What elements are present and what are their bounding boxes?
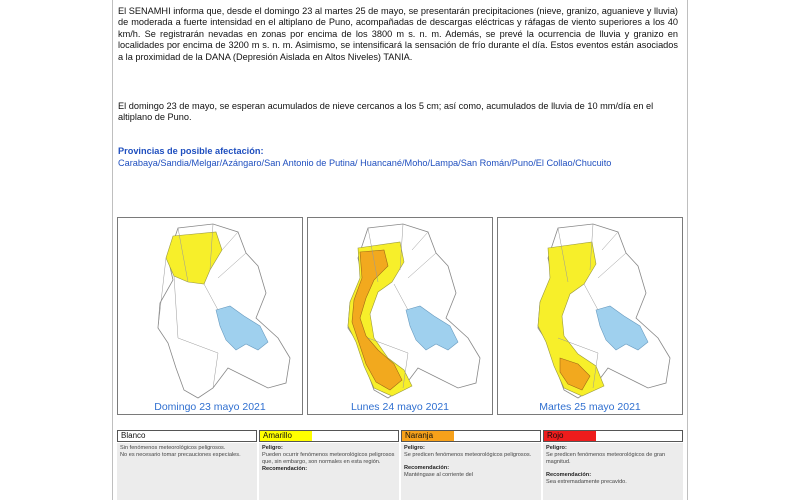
legend-name-red: Rojo xyxy=(547,431,564,440)
snow-forecast-paragraph: El domingo 23 de mayo, se esperan acumulados de nieve cercanos a los 5 cm; así como, acumulados de lluvia de 10 mm/día en el altiplano de Puno. xyxy=(118,101,654,123)
legend-red: Rojo Peligro: Se predicen fenómenos meteorológicos de gran magnitud. Recomendación: Sea extremadamente precavido. xyxy=(543,430,683,500)
forecast-maps xyxy=(117,217,683,417)
map-panel-day1 xyxy=(117,217,303,415)
map-panel-day3 xyxy=(497,217,683,415)
legend-name-orange: Naranja xyxy=(405,431,434,440)
provinces-title: Provincias de posible afectación: xyxy=(118,146,264,156)
map-panel-day2 xyxy=(307,217,493,415)
puno-map-day2 xyxy=(308,218,494,416)
legend-white: Blanco Sin fenómenos meteorológicos peligrosos. No es necesario tomar precauciones especiales. xyxy=(117,430,257,500)
alert-legend xyxy=(117,430,683,500)
map-caption-day3: Martes 25 mayo 2021 xyxy=(539,401,641,413)
legend-name-yellow: Amarillo xyxy=(263,431,292,440)
provinces-list: Carabaya/Sandia/Melgar/Azángaro/San Antonio de Putina/ Huancané/Moho/Lampa/San Román/Puno/El Collao/Chucuito xyxy=(118,158,612,168)
puno-map-day3 xyxy=(498,218,684,416)
map-caption-day2: Lunes 24 mayo 2021 xyxy=(350,401,450,413)
legend-name-white: Blanco xyxy=(121,431,146,440)
map-caption-day1: Domingo 23 mayo 2021 xyxy=(154,401,266,413)
puno-map-day1 xyxy=(118,218,304,416)
legend-orange: Naranja Peligro: Se predicen fenómenos meteorológicos peligrosos. Recomendación: Manténgase al corriente del xyxy=(401,430,541,500)
legend-yellow: Amarillo Peligro: Pueden ocurrir fenómenos meteorológicos peligrosos que, sin embargo, son normales en esta región. Recomendación: xyxy=(259,430,399,500)
intro-paragraph: El SENAMHI informa que, desde el domingo 23 al martes 25 de mayo, se presentarán precipitaciones (nieve, granizo, aguanieve y lluvia) de moderada a fuerte intensidad en el altiplano de Puno, acompañadas de descargas eléctricas y ráfagas de viento superiores a los 40 km/h. Se registrarán nevadas en zonas por encima de los 3800 m s. n. m. Además, se prevé la ocurrencia de lluvia y granizo en localidades por encima de 3200 m s. n. m. Asimismo, se intensificará la sensación de frío durante el día. Estos eventos están asociados a la proximidad de la DANA (Depresión Aislada en Altos Niveles) TANIA. xyxy=(118,6,678,62)
